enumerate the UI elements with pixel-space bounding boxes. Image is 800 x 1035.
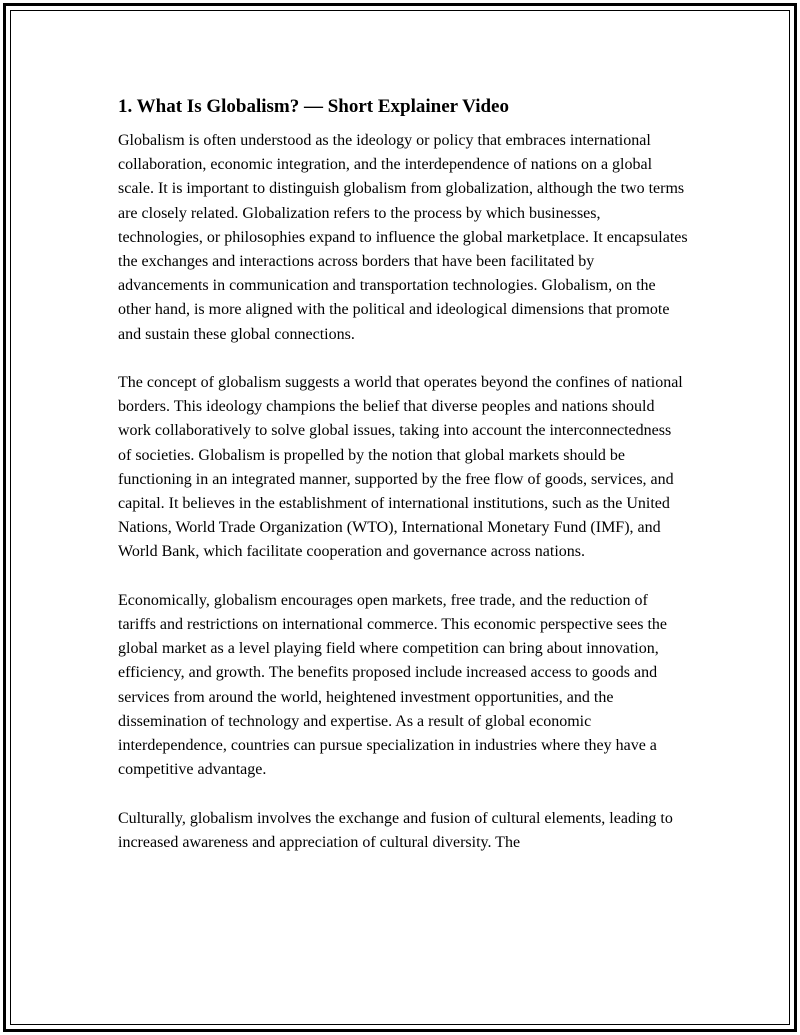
document-body xyxy=(118,94,688,855)
paragraph-economic: Economically, globalism encourages open markets, free trade, and the reduction of tariffs and restrictions on international commerce. This economic perspective sees the global market as a level playing field where competition can bring about innovation, efficiency, and growth. The benefits proposed include increased access to goods and services from around the world, heightened investment opportunities, and the dissemination of technology and expertise. As a result of global economic interdependence, countries can pursue specialization in industries where they have a competitive advantage. xyxy=(118,591,667,779)
paragraph-cultural: Culturally, globalism involves the exchange and fusion of cultural elements, leading to increased awareness and appreciation of cultural diversity. The xyxy=(118,809,673,851)
paragraph-definition: Globalism is often understood as the ideology or policy that embraces international collaboration, economic integration, and the interdependence of nations on a global scale. It is important to distinguish globalism from globalization, although the two terms are closely related. Globalization refers to the process by which businesses, technologies, or philosophies expand to influence the global marketplace. It encapsulates the exchanges and interactions across borders that have been facilitated by advancements in communication and transportation technologies. Globalism, on the other hand, is more aligned with the political and ideological dimensions that promote and sustain these global connections. xyxy=(118,132,688,343)
paragraph-concept: The concept of globalism suggests a world that operates beyond the confines of national borders. This ideology champions the belief that diverse peoples and nations should work collaboratively to solve global issues, taking into account the interconnectedness of societies. Globalism is propelled by the notion that global markets should be functioning in an integrated manner, supported by the free flow of goods, services, and capital. It believes in the establishment of international institutions, such as the United Nations, World Trade Organization (WTO), International Monetary Fund (IMF), and World Bank, which facilitate cooperation and governance across nations. xyxy=(118,374,683,561)
section-heading: 1. What Is Globalism? — Short Explainer Video xyxy=(118,96,509,117)
